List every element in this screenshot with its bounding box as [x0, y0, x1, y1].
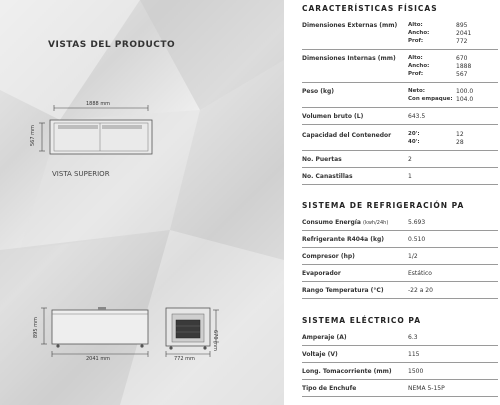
spec-label: No. Puertas: [302, 156, 342, 163]
top-view-label: VISTA SUPERIOR: [52, 170, 110, 178]
spec-sub-value: 28: [456, 139, 464, 146]
spec-row-external-dimensions: [302, 20, 498, 50]
spec-sub-value: 772: [456, 38, 468, 45]
spec-row-evaporator: [302, 268, 498, 282]
spec-sub-value: 895: [456, 22, 468, 29]
section-title-electrical: SISTEMA ELÉCTRICO PA: [302, 316, 422, 325]
spec-sub-label: Con empaque:: [408, 96, 453, 102]
spec-label: Refrigerante R404a (kg): [302, 236, 385, 243]
spec-value: 2: [408, 156, 412, 163]
spec-value: 643.5: [408, 113, 426, 120]
spec-row-volume: [302, 111, 498, 125]
spec-sub-value: 2041: [456, 30, 472, 37]
spec-label-unit: (kwh/24h): [363, 220, 389, 226]
spec-sub-label: Prof:: [408, 38, 424, 44]
spec-value: 1/2: [408, 253, 418, 260]
side-view-drawing: [160, 298, 230, 364]
spec-label: [302, 219, 388, 226]
spec-label: Voltaje (V): [302, 351, 338, 358]
front-width-dimension: 2041 mm: [86, 356, 111, 362]
spec-label: No. Canastillas: [302, 173, 353, 180]
spec-sub-label: 20':: [408, 131, 420, 137]
spec-row-energy: [302, 217, 498, 231]
spec-label: Evaporador: [302, 270, 341, 277]
spec-value: 115: [408, 351, 420, 358]
spec-sub-value: 100.0: [456, 88, 474, 95]
spec-row-weight: [302, 86, 498, 108]
spec-sub-label: Ancho:: [408, 63, 430, 69]
spec-sub-value: 670: [456, 55, 468, 62]
spec-value: 1500: [408, 368, 424, 375]
front-height-dimension: 895 mm: [33, 317, 39, 338]
section-title-refrigeration: SISTEMA DE REFRIGERACIÓN PA: [302, 201, 465, 210]
side-depth-dimension: 772 mm: [174, 356, 195, 362]
spec-label: Long. Tomacorriente (mm): [302, 368, 392, 375]
spec-sub-label: Ancho:: [408, 30, 430, 36]
spec-label: Tipo de Enchufe: [302, 385, 357, 392]
spec-value: -22 a 20: [408, 287, 433, 294]
spec-sub-label: Prof:: [408, 71, 424, 77]
spec-label: Peso (kg): [302, 88, 335, 95]
spec-label: Compresor (hp): [302, 253, 355, 260]
top-view-drawing: [30, 98, 170, 168]
spec-label: Rango Temperatura (°C): [302, 287, 384, 294]
spec-row-compressor: [302, 251, 498, 265]
spec-label: Capacidad del Contenedor: [302, 132, 392, 139]
spec-label: Volumen bruto (L): [302, 113, 364, 120]
spec-value: 6.3: [408, 334, 418, 341]
spec-value: NEMA 5-15P: [408, 385, 445, 392]
spec-row-plug-type: [302, 383, 498, 397]
spec-value: Estático: [408, 270, 432, 277]
spec-value: 1: [408, 173, 412, 180]
spec-sub-label: Alto:: [408, 22, 423, 28]
top-width-dimension: 1888 mm: [86, 101, 111, 107]
specs-panel: [292, 0, 500, 405]
panel-title: VISTAS DEL PRODUCTO: [48, 40, 176, 50]
spec-row-amperage: [302, 332, 498, 346]
spec-row-baskets: [302, 171, 498, 185]
spec-sub-value: 1888: [456, 63, 472, 70]
spec-label: Dimensiones Externas (mm): [302, 22, 398, 29]
spec-label: Dimensiones Internas (mm): [302, 55, 396, 62]
spec-label: Amperaje (A): [302, 334, 347, 341]
spec-row-voltage: [302, 349, 498, 363]
section-title-physical: CARACTERÍSTICAS FÍSICAS: [302, 4, 438, 13]
spec-sub-value: 104.0: [456, 96, 474, 103]
spec-label-text: Consumo Energía: [302, 219, 361, 226]
spec-row-container-capacity: [302, 129, 498, 151]
spec-row-refrigerant: [302, 234, 498, 248]
spec-row-temperature: [302, 285, 498, 299]
spec-sub-label: Neto:: [408, 88, 425, 94]
spec-sub-label: Alto:: [408, 55, 423, 61]
spec-row-cord-length: [302, 366, 498, 380]
side-inner-height-dimension: 670 mm: [212, 330, 218, 351]
spec-value: 0.510: [408, 236, 426, 243]
spec-value: 5.693: [408, 219, 426, 226]
front-view-drawing: [36, 298, 156, 364]
spec-row-doors: [302, 154, 498, 168]
spec-sub-label: 40':: [408, 139, 420, 145]
spec-sub-value: 12: [456, 131, 464, 138]
spec-sub-value: 567: [456, 71, 468, 78]
top-depth-dimension: 567 mm: [30, 125, 36, 146]
spec-row-internal-dimensions: [302, 53, 498, 83]
